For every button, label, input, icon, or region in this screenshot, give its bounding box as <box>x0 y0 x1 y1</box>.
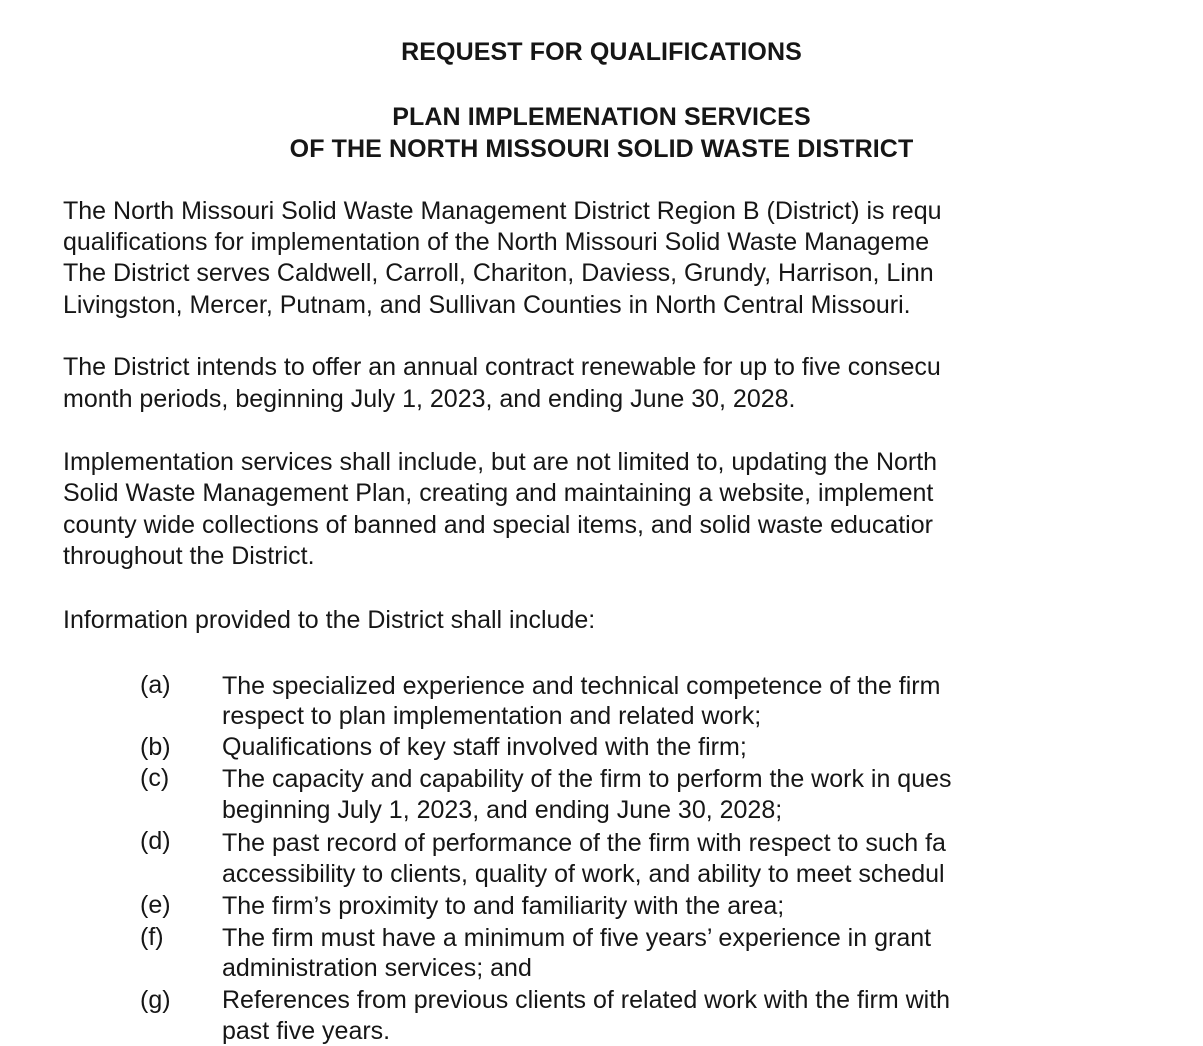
list-item-letter-b: (b) <box>140 733 171 761</box>
paragraph-3-line-3: county wide collections of banned and special items, and solid waste educatior <box>63 511 933 539</box>
list-item-letter-f: (f) <box>140 923 164 951</box>
paragraph-4: Information provided to the District shall include: <box>63 606 596 634</box>
document-subtitle-line-1: PLAN IMPLEMENATION SERVICES <box>392 103 811 131</box>
list-item-f-line-2: administration services; and <box>222 954 532 982</box>
list-item-b-line-1: Qualifications of key staff involved with the firm; <box>222 733 747 761</box>
list-item-e-line-1: The firm’s proximity to and familiarity with the area; <box>222 892 785 920</box>
paragraph-3-line-4: throughout the District. <box>63 542 315 570</box>
list-item-f-line-1: The firm must have a minimum of five years’ experience in grant <box>222 924 932 952</box>
list-item-letter-c: (c) <box>140 764 170 792</box>
list-item-letter-e: (e) <box>140 891 171 919</box>
list-item-letter-g: (g) <box>140 986 171 1014</box>
document-subtitle-line-2: OF THE NORTH MISSOURI SOLID WASTE DISTRICT <box>289 135 914 163</box>
paragraph-1-line-2: qualifications for implementation of the North Missouri Solid Waste Manageme <box>63 228 930 256</box>
paragraph-2-line-2: month periods, beginning July 1, 2023, and ending June 30, 2028. <box>63 385 796 413</box>
list-item-a-line-2: respect to plan implementation and related work; <box>222 702 762 730</box>
list-item-g-line-1: References from previous clients of related work with the firm with <box>222 986 951 1014</box>
paragraph-1-line-3: The District serves Caldwell, Carroll, Chariton, Daviess, Grundy, Harrison, Linn <box>63 259 934 287</box>
document-title: REQUEST FOR QUALIFICATIONS <box>401 38 802 66</box>
list-item-a-line-1: The specialized experience and technical competence of the firm <box>222 672 941 700</box>
list-item-d-line-2: accessibility to clients, quality of work, and ability to meet schedul <box>222 860 945 888</box>
paragraph-3-line-2: Solid Waste Management Plan, creating and maintaining a website, implement <box>63 479 934 507</box>
list-item-d-line-1: The past record of performance of the firm with respect to such fa <box>222 829 946 857</box>
list-item-c-line-1: The capacity and capability of the firm to perform the work in ques <box>222 765 952 793</box>
list-item-g-line-2: past five years. <box>222 1017 391 1045</box>
paragraph-1-line-1: The North Missouri Solid Waste Management District Region B (District) is requ <box>63 197 942 225</box>
list-item-letter-a: (a) <box>140 671 171 699</box>
paragraph-3-line-1: Implementation services shall include, but are not limited to, updating the North <box>63 448 938 476</box>
list-item-letter-d: (d) <box>140 827 171 855</box>
paragraph-1-line-4: Livingston, Mercer, Putnam, and Sullivan Counties in North Central Missouri. <box>63 291 911 319</box>
list-item-c-line-2: beginning July 1, 2023, and ending June 30, 2028; <box>222 796 783 824</box>
paragraph-2-line-1: The District intends to offer an annual contract renewable for up to five consecu <box>63 353 941 381</box>
